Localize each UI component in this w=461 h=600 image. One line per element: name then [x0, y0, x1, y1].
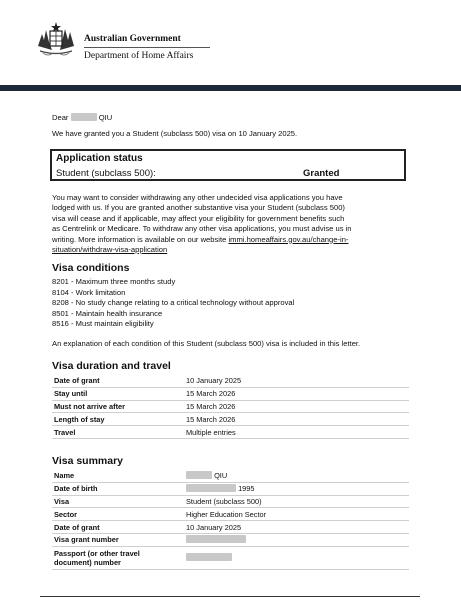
visa-summary-table	[52, 470, 409, 570]
row-label: Visa	[52, 495, 184, 508]
table-row	[52, 470, 409, 482]
notice-line: as Centrelink or Medicare. To withdraw any other visa applications, you must advise us in	[52, 224, 352, 234]
row-value	[184, 546, 409, 569]
table-row	[52, 521, 409, 534]
header-divider	[84, 47, 210, 48]
name-value: QIU	[214, 471, 228, 481]
government-title: Australian Government	[84, 34, 181, 44]
salutation	[52, 113, 112, 123]
coat-of-arms-icon	[34, 20, 78, 58]
salutation-word: Dear	[52, 113, 69, 122]
table-row	[52, 533, 409, 546]
redacted-given-name	[71, 113, 97, 121]
passport-label-line: document) number	[54, 557, 121, 567]
table-row	[52, 546, 409, 569]
birth-year: 1995	[238, 484, 255, 494]
withdraw-link-cont[interactable]: situation/withdraw-visa-application	[52, 245, 168, 255]
visa-summary-title: Visa summary	[52, 455, 124, 467]
withdraw-link[interactable]: immi.homeaffairs.gov.au/change-in-	[228, 234, 349, 244]
row-label: Must not arrive after	[52, 400, 184, 413]
table-row	[52, 508, 409, 521]
row-value: 10 January 2025	[184, 521, 409, 534]
row-value: 15 March 2026	[184, 413, 409, 426]
row-label: Date of grant	[52, 375, 184, 387]
table-row	[52, 495, 409, 508]
row-value: Student (subclass 500)	[184, 495, 409, 508]
condition-item: 8516 - Must maintain eligibility	[52, 319, 154, 328]
table-row	[52, 482, 409, 495]
application-status-title: Application status	[56, 153, 143, 164]
department-title: Department of Home Affairs	[84, 51, 194, 61]
intro-text: We have granted you a Student (subclass 500) visa on 10 January 2025.	[52, 129, 298, 138]
row-label: Date of birth	[52, 482, 184, 495]
table-row	[52, 375, 409, 387]
row-value: 15 March 2026	[184, 387, 409, 400]
redacted-passport-number	[186, 553, 232, 561]
table-row	[52, 426, 409, 439]
notice-line	[52, 235, 412, 245]
row-label: Sector	[52, 508, 184, 521]
application-status-value: Granted	[303, 168, 340, 179]
row-label: Travel	[52, 426, 184, 439]
surname: QIU	[98, 113, 113, 122]
passport-label-line: Passport (or other travel	[54, 548, 140, 558]
condition-item: 8104 - Work limitation	[52, 287, 126, 297]
footer-divider	[40, 596, 420, 597]
table-row	[52, 400, 409, 413]
row-value: 10 January 2025	[184, 375, 409, 387]
header-bar	[0, 85, 461, 91]
redacted-birth-date	[186, 484, 236, 492]
notice-line: You may want to consider withdrawing any other undecided visa applications you have	[52, 193, 343, 202]
row-label: Date of grant	[52, 521, 184, 534]
row-label: Visa grant number	[52, 533, 184, 546]
condition-item: 8208 - No study change relating to a critical technology without approval	[52, 298, 295, 307]
notice-line: visa will cease and if applicable, may affect your eligibility for government benefits such	[52, 213, 345, 223]
visa-conditions-title: Visa conditions	[52, 262, 130, 274]
application-status-box	[50, 149, 406, 181]
row-label	[52, 546, 184, 569]
conditions-explanation: An explanation of each condition of this Student (subclass 500) visa is included in this letter.	[52, 339, 361, 348]
row-value	[184, 482, 409, 495]
row-label: Name	[52, 470, 184, 482]
application-status-label: Student (subclass 500):	[56, 168, 156, 179]
notice-line: lodged with us. If you are granted another substantive visa your Student (subclass 500)	[52, 203, 345, 213]
duration-travel-title: Visa duration and travel	[52, 360, 171, 372]
row-value: 15 March 2026	[184, 400, 409, 413]
table-row	[52, 413, 409, 426]
condition-item: 8501 - Maintain health insurance	[52, 308, 163, 318]
row-value: Multiple entries	[184, 426, 409, 439]
visa-conditions-list	[52, 277, 294, 330]
withdraw-notice	[52, 193, 412, 255]
table-row	[52, 387, 409, 400]
redacted-grant-number	[186, 535, 246, 543]
duration-travel-table	[52, 375, 409, 439]
row-label: Stay until	[52, 387, 184, 400]
notice-line-end: writing. More information is available on our website	[52, 234, 229, 244]
row-value: Higher Education Sector	[184, 508, 409, 521]
redacted-given-name	[186, 471, 212, 479]
row-label: Length of stay	[52, 413, 184, 426]
row-value	[184, 533, 409, 546]
row-value	[184, 470, 409, 482]
condition-item: 8201 - Maximum three months study	[52, 277, 176, 286]
